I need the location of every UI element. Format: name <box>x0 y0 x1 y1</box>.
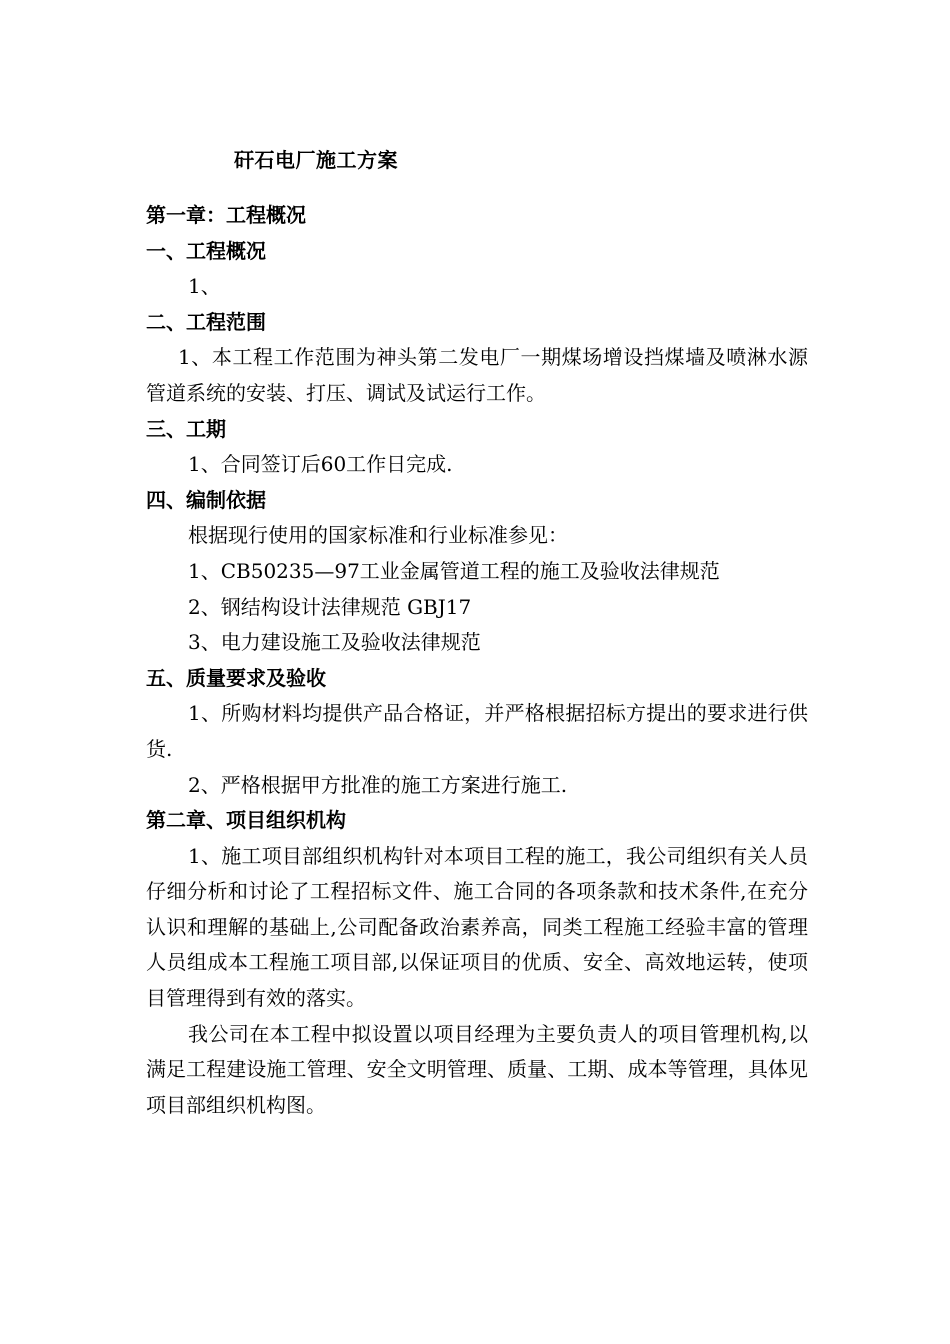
overview-item-1: 1、 <box>188 274 221 299</box>
chapter-1-heading: 第一章：工程概况 <box>146 203 306 227</box>
section-schedule-heading: 三、工期 <box>146 416 226 441</box>
schedule-item-1: 1、合同签订后60工作日完成. <box>188 452 453 477</box>
scope-paragraph: 1、本工程工作范围为神头第二发电厂一期煤场增设挡煤墙及喷淋水源管道系统的安装、打压、调试及试运行工作。 <box>146 345 808 405</box>
basis-item-2: 2、钢结构设计法律规范 GBJ17 <box>188 594 472 619</box>
section-basis-heading: 四、编制依据 <box>146 487 266 512</box>
section-scope-heading: 二、工程范围 <box>146 309 266 334</box>
basis-intro: 根据现行使用的国家标准和行业标准参见： <box>188 523 568 548</box>
quality-item-2: 2、严格根据甲方批准的施工方案进行施工. <box>188 772 568 797</box>
document-title: 矸石电厂施工方案 <box>234 148 398 172</box>
organization-paragraph-2: 我公司在本工程中拟设置以项目经理为主要负责人的项目管理机构,以满足工程建设施工管理、安全文明管理、质量、工期、成本等管理，具体见项目部组织机构图。 <box>146 1021 808 1117</box>
organization-paragraph-1: 1、施工项目部组织机构针对本项目工程的施工，我公司组织有关人员仔细分析和讨论了工程招标文件、施工合同的各项条款和技术条件,在充分认识和理解的基础上,公司配备政治素养高，同类工程施工经验丰富的管理人员组成本工程施工项目部,以保证项目的优质、安全、高效地运转，使项目管理得到有效的落实。 <box>146 843 808 1011</box>
basis-item-3: 3、电力建设施工及验收法律规范 <box>188 630 481 655</box>
section-quality-heading: 五、质量要求及验收 <box>146 665 326 690</box>
quality-item-1: 1、所购材料均提供产品合格证，并严格根据招标方提出的要求进行供货. <box>146 701 808 761</box>
document-page <box>146 142 808 1123</box>
section-overview-heading: 一、工程概况 <box>146 238 266 263</box>
chapter-2-heading: 第二章、项目组织机构 <box>146 808 346 833</box>
basis-item-1: 1、CB50235—97工业金属管道工程的施工及验收法律规范 <box>188 558 720 583</box>
